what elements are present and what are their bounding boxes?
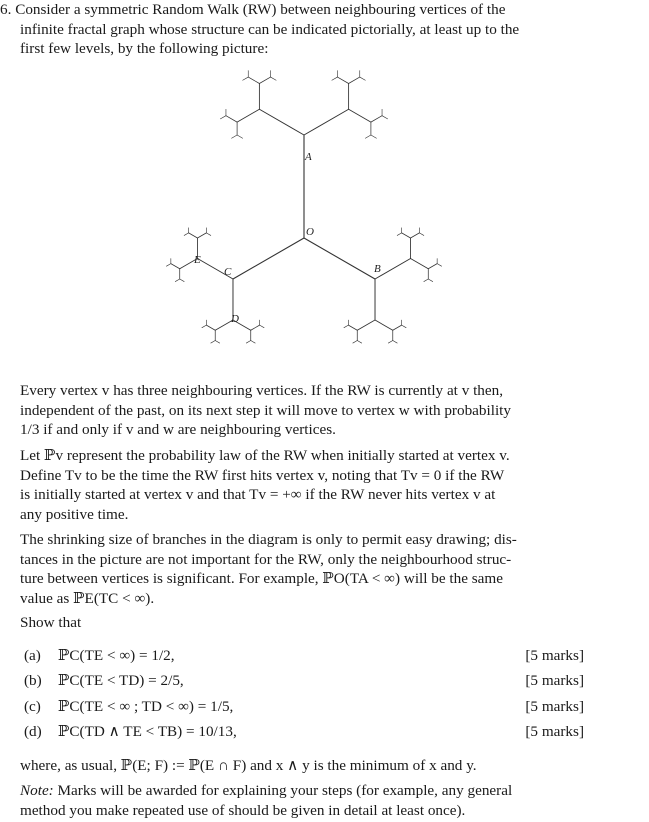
p2-line-3: is initially started at vertex v and that Tv = +∞ if the RW never hits vertex v at [20,486,496,503]
closing-note [20,781,586,820]
graph-edge [437,264,441,267]
graph-edge [259,109,304,135]
graph-edge [332,77,338,80]
part-b-statement: ℙC(TE < TD) = 2/5, [58,672,184,689]
note-line-1: Note: Marks will be awarded for explaining your steps (for example, any general [20,782,513,799]
graph-edge [260,325,264,328]
graph-edge [226,116,237,122]
part-c-label: (c) [24,698,41,715]
graph-edge [393,325,402,330]
graph-edge [197,233,206,238]
graph-edge [357,341,361,344]
graph-edge [353,341,357,344]
graph-edge [259,77,270,83]
graph-edge [365,135,371,138]
vertex-label-E: E [194,254,201,266]
graph-edge [180,279,184,282]
intro-line-3: first few levels, by the following picture: [20,40,269,57]
show-that: Show that [20,614,82,631]
part-c-statement: ℙC(TE < ∞ ; TD < ∞) = 1/5, [58,698,234,715]
part-a-statement: ℙC(TE < ∞) = 1/2, [58,647,175,664]
note-line-2: method you make repeated use of should be given in detail at least once). [20,801,466,819]
part-d-statement: ℙC(TD ∧ TE < TB) = 10/13, [58,723,237,740]
p2-line-2: Define Tv to be the time the RW first hits vertex v, noting that Tv = 0 if the RW [20,466,505,484]
graph-edge [171,264,180,269]
vertex-label-C: C [224,266,232,278]
fractal-edges [166,71,441,343]
graph-edge [375,320,393,330]
graph-edge [189,233,198,238]
graph-edge [428,264,437,269]
graph-edge [211,341,215,344]
graph-edge [388,341,392,344]
p3-line-1: The shrinking size of branches in the diagram is only to permit easy drawing; dis- [20,531,517,548]
part-b [20,671,586,691]
part-b-marks: [5 marks] [525,672,584,689]
part-a [20,646,586,666]
graph-edge [424,279,428,282]
intro-line-2: infinite fractal graph whose structure can be indicated pictorially, at least up to the [20,20,520,38]
graph-edge [233,238,304,279]
closing-where: where, as usual, ℙ(E; F) := ℙ(E ∩ F) and x ∧ y is the minimum of x and y. [20,757,477,774]
part-d [20,722,586,742]
p3-line-2: tances in the picture are not important for the RW, only the neighbourhood struc- [20,550,512,568]
graph-edge [349,109,371,122]
graph-edge [402,325,406,328]
graph-edge [397,233,401,236]
vertex-label-O: O [306,226,314,238]
vertex-label-D: D [231,313,239,325]
paragraph-shrinking-size [20,530,586,608]
graph-edge [202,325,206,328]
p2-line-1: Let ℙv represent the probability law of the RW when initially started at vertex v. [20,447,510,464]
p3-line-4: value as ℙE(TC < ∞). [20,589,155,607]
graph-edge [304,238,375,279]
graph-edge [237,109,259,122]
p1-line-1: Every vertex v has three neighbouring vertices. If the RW is currently at v then, [20,382,504,399]
graph-edge [349,77,360,83]
graph-edge [411,233,420,238]
part-a-label: (a) [24,647,41,664]
graph-edge [271,77,277,80]
graph-edge [237,135,243,138]
part-b-label: (b) [24,672,42,689]
vertex-label-B: B [374,263,381,275]
part-d-label: (d) [24,723,42,740]
p1-line-3: 1/3 if and only if v and w are neighbouring vertices. [20,421,336,438]
part-d-marks: [5 marks] [525,723,584,740]
graph-edge [251,341,255,344]
graph-edge [166,264,170,267]
graph-edge [360,77,366,80]
graph-edge [206,325,215,330]
vertex-label-A: A [305,151,312,163]
graph-edge [357,320,375,330]
graph-edge [246,341,250,344]
graph-edge [419,233,423,236]
question-number: 6. [0,1,12,18]
p3-line-3: ture between vertices is significant. For example, ℙO(TA < ∞) will be the same [20,570,503,587]
graph-edge [215,341,219,344]
graph-edge [337,77,348,83]
graph-edge [382,116,388,119]
part-c [20,697,586,717]
graph-edge [428,279,432,282]
graph-edge [371,135,377,138]
intro-line-1: 6. Consider a symmetric Random Walk (RW) between neighbouring vertices of the [0,1,506,18]
graph-edge [206,233,210,236]
p2-line-4: any positive time. [20,505,129,523]
note-label: Note: [20,782,54,799]
graph-edge [304,109,349,135]
graph-edge [348,325,357,330]
graph-edge [243,77,249,80]
graph-edge [371,116,382,122]
graph-edge [402,233,411,238]
graph-edge [393,341,397,344]
part-a-marks: [5 marks] [525,647,584,664]
graph-edge [344,325,348,328]
p1-line-2: independent of the past, on its next step it will move to vertex w with probability [20,401,511,419]
graph-edge [411,259,429,269]
graph-edge [232,135,238,138]
vertex-labels [193,151,381,325]
paragraph-neighbours [20,381,586,440]
graph-edge [184,233,188,236]
graph-edge [175,279,179,282]
paragraph-probability-law [20,446,586,524]
graph-edge [248,77,259,83]
graph-edge [220,116,226,119]
graph-edge [251,325,260,330]
part-c-marks: [5 marks] [525,698,584,715]
